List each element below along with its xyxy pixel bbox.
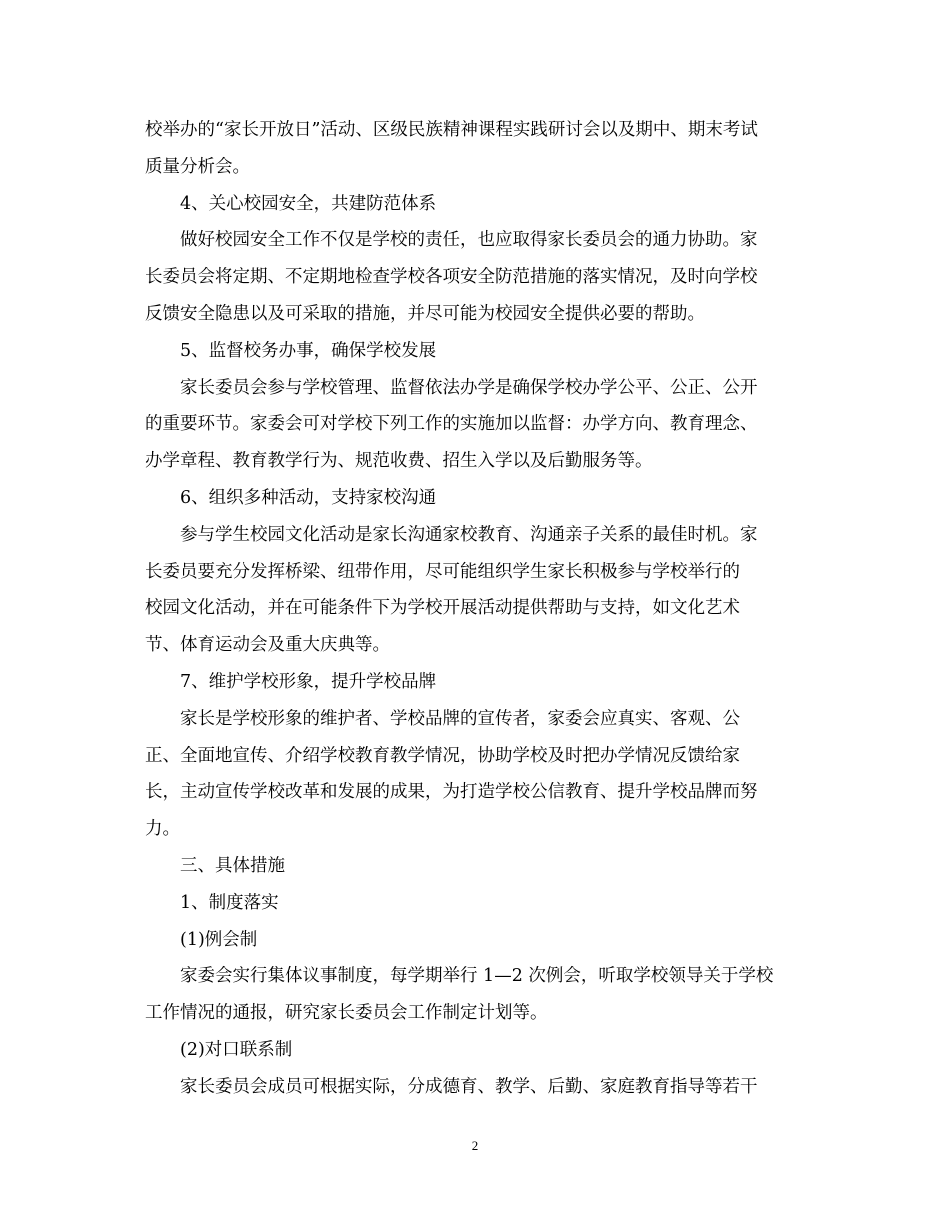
text-line: 办学章程、教育教学行为、规范收费、招生入学以及后勤服务等。: [145, 451, 653, 472]
text-line: 参与学生校园文化活动是家长沟通家校教育、沟通亲子关系的最佳时机。家: [180, 524, 758, 545]
text-line: 长委员会将定期、不定期地检查学校各项安全防范措施的落实情况，及时向学校: [145, 267, 758, 288]
text-line: 长委员要充分发挥桥梁、纽带作用，尽可能组织学生家长积极参与学校举行的: [145, 561, 740, 582]
text-line: 6、组织多种活动，支持家校沟通: [180, 487, 437, 508]
text-line: 家长委员会参与学校管理、监督依法办学是确保学校办学公平、公正、公开: [180, 377, 758, 398]
text-line: 5、监督校务办事，确保学校发展: [180, 340, 437, 361]
text-line: 的重要环节。家委会可对学校下列工作的实施加以监督：办学方向、教育理念、: [145, 414, 758, 435]
text-line: 质量分析会。: [145, 156, 250, 177]
text-line: 校举办的“家长开放日”活动、区级民族精神课程实践研讨会以及期中、期末考试: [145, 120, 758, 140]
text-line: 节、体育运动会及重大庆典等。: [145, 635, 390, 656]
text-line: 7、维护学校形象，提升学校品牌: [180, 671, 437, 692]
text-line: 正、全面地宣传、介绍学校教育教学情况，协助学校及时把办学情况反馈给家: [145, 745, 740, 766]
text-line: 家长是学校形象的维护者、学校品牌的宣传者，家委会应真实、客观、公: [180, 708, 740, 729]
text-line: 三、具体措施: [180, 855, 285, 876]
text-line: (1)例会制: [180, 929, 258, 950]
text-line: 力。: [145, 819, 180, 840]
text-line: 长，主动宣传学校改革和发展的成果，为打造学校公信教育、提升学校品牌而努: [145, 782, 758, 803]
text-line: (2)对口联系制: [180, 1039, 293, 1060]
text-line: 反馈安全隐患以及可采取的措施，并尽可能为校园安全提供必要的帮助。: [145, 303, 705, 324]
document-body: [145, 112, 805, 1106]
text-line: 1、制度落实: [180, 892, 279, 913]
text-line: 家委会实行集体议事制度，每学期举行 1—2 次例会，听取学校领导关于学校: [180, 966, 774, 987]
text-line: 工作情况的通报，研究家长委员会工作制定计划等。: [145, 1003, 548, 1024]
text-line: 做好校园安全工作不仅是学校的责任，也应取得家长委员会的通力协助。家: [180, 230, 758, 251]
text-line: 4、关心校园安全，共建防范体系: [180, 193, 437, 214]
page-number: 2: [471, 1138, 479, 1153]
text-line: 校园文化活动，并在可能条件下为学校开展活动提供帮助与支持，如文化艺术: [145, 598, 740, 619]
text-line: 家长委员会成员可根据实际，分成德育、教学、后勤、家庭教育指导等若干: [180, 1076, 758, 1097]
